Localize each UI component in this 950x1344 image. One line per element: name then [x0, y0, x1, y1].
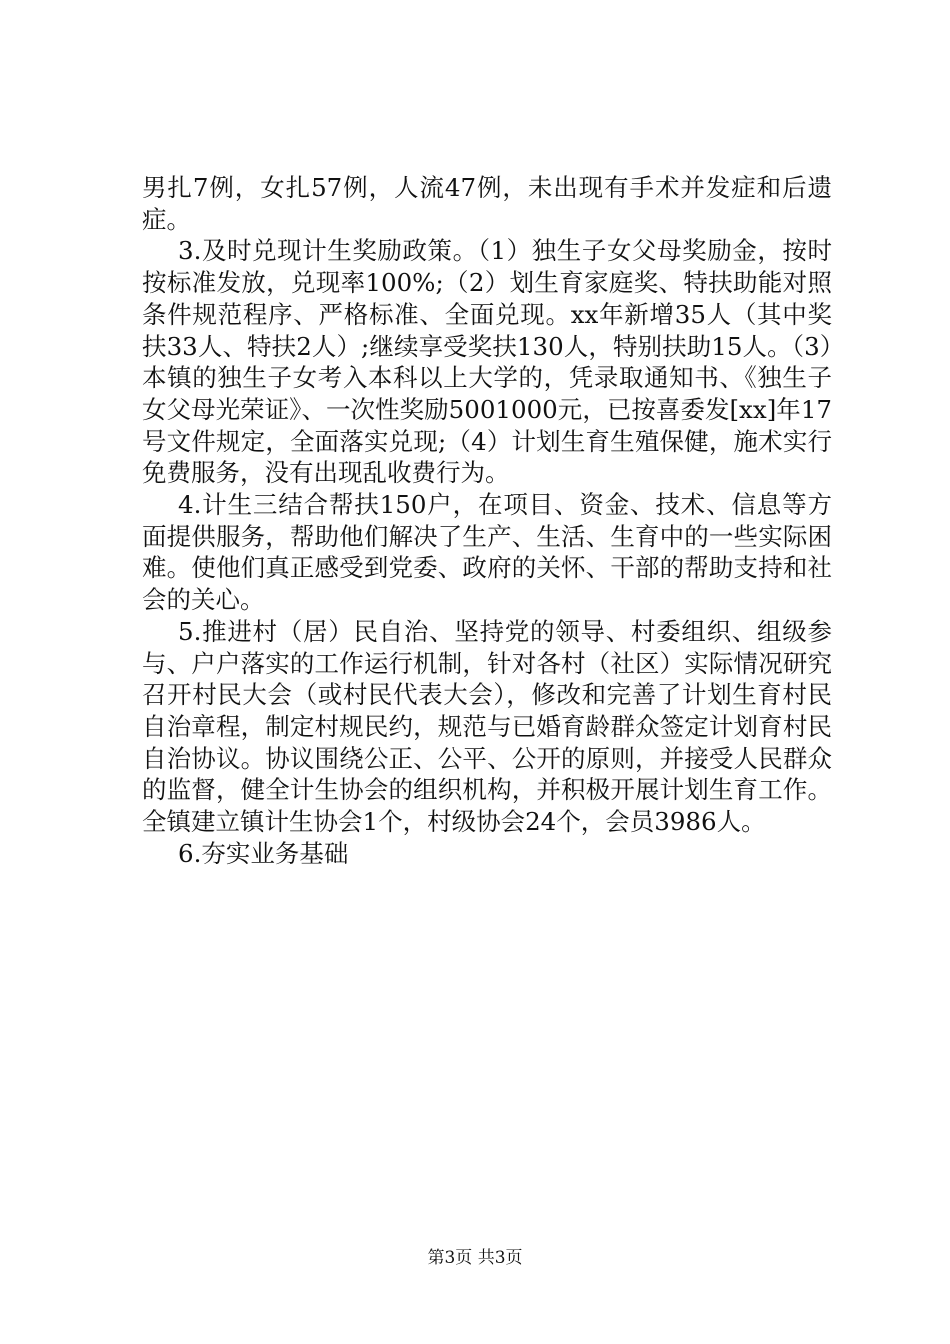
paragraph-self-governance: 5.推进村（居）民自治、坚持党的领导、村委组织、组级参与、户户落实的工作运行机制，针对各村（社区）实际情况研究召开村民大会（或村民代表大会），修改和完善了计划生育村民自治章程，制定村规民约，规范与已婚育龄群众签定计划育村民自治协议。协议围绕公正、公平、公开的原则，并接受人民群众的监督，健全计生协会的组织机构，并积极开展计划生育工作。全镇建立镇计生协会1个，村级协会24个，会员3986人。	[142, 616, 832, 837]
paragraph-continuation: 男扎7例，女扎57例，人流47例，未出现有手术并发症和后遗症。	[142, 173, 832, 234]
paragraph-incentive-policy: 3.及时兑现计生奖励政策。（1）独生子女父母奖励金，按时按标准发放，兑现率100%;（2）划生育家庭奖、特扶助能对照条件规范程序、严格标准、全面兑现。xx年新增35人（其中奖扶33人、特扶2人）;继续享受奖扶130人，特别扶助15人。（3）本镇的独生子女考入本科以上大学的，凭录取通知书、《独生子女父母光荣证》、一次性奖励5001000元，已按喜委发[xx]年17号文件规定，全面落实兑现;（4）计划生育生殖保健，施术实行免费服务，没有出现乱收费行为。	[142, 236, 832, 488]
page-footer: 第3页 共3页	[427, 1248, 523, 1268]
paragraph-assistance: 4.计生三结合帮扶150户，在项目、资金、技术、信息等方面提供服务，帮助他们解决了生产、生活、生育中的一些实际困难。使他们真正感受到党委、政府的关怀、干部的帮助支持和社会的关心。	[142, 490, 832, 615]
paragraph-business-foundation: 6.夯实业务基础	[178, 838, 349, 868]
document-body	[142, 172, 832, 869]
